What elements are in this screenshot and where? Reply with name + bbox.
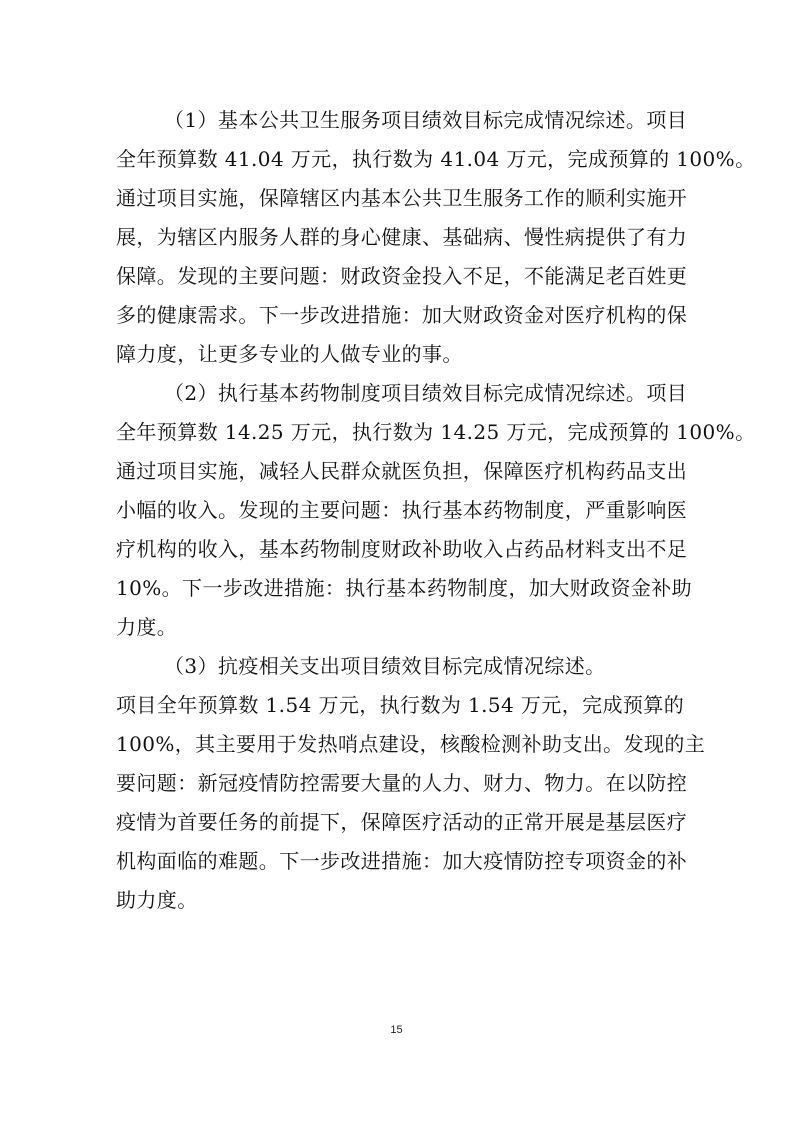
text-line: 要问题：新冠疫情防控需要大量的人力、财力、物力。在以防控 (116, 771, 688, 795)
page-number: 15 (390, 1024, 403, 1036)
text-line: 10%。下一步改进措施：执行基本药物制度，加大财政资金补助 (116, 576, 693, 600)
text-line: 全年预算数 41.04 万元，执行数为 41.04 万元，完成预算的 100%。 (116, 147, 756, 171)
text-line: 100%，其主要用于发热哨点建设，核酸检测补助支出。发现的主 (116, 732, 706, 756)
text-line: 助力度。 (116, 888, 198, 912)
text-line: （1）基本公共卫生服务项目绩效目标完成情况综述。项目 (164, 108, 688, 132)
text-line: 项目全年预算数 1.54 万元，执行数为 1.54 万元，完成预算的 (116, 693, 685, 717)
text-line: 疫情为首要任务的前提下，保障医疗活动的正常开展是基层医疗 (116, 810, 688, 834)
text-line: 保障。发现的主要问题：财政资金投入不足，不能满足老百姓更 (116, 264, 688, 288)
text-line: （3）抗疫相关支出项目绩效目标完成情况综述。 (164, 654, 606, 678)
text-line: 通过项目实施，保障辖区内基本公共卫生服务工作的顺利实施开 (116, 186, 688, 210)
text-line: 小幅的收入。发现的主要问题：执行基本药物制度，严重影响医 (116, 498, 688, 522)
text-line: 疗机构的收入，基本药物制度财政补助收入占药品材料支出不足 (116, 537, 688, 561)
text-line: 障力度，让更多专业的人做专业的事。 (116, 342, 463, 366)
text-line: （2）执行基本药物制度项目绩效目标完成情况综述。项目 (164, 381, 688, 405)
text-line: 机构面临的难题。下一步改进措施：加大疫情防控专项资金的补 (116, 849, 688, 873)
text-line: 展，为辖区内服务人群的身心健康、基础病、慢性病提供了有力 (116, 225, 688, 249)
text-line: 力度。 (116, 615, 178, 639)
text-line: 全年预算数 14.25 万元，执行数为 14.25 万元，完成预算的 100%。 (116, 420, 756, 444)
text-line: 多的健康需求。下一步改进措施：加大财政资金对医疗机构的保 (116, 303, 688, 327)
text-line: 通过项目实施，减轻人民群众就医负担，保障医疗机构药品支出 (116, 459, 688, 483)
